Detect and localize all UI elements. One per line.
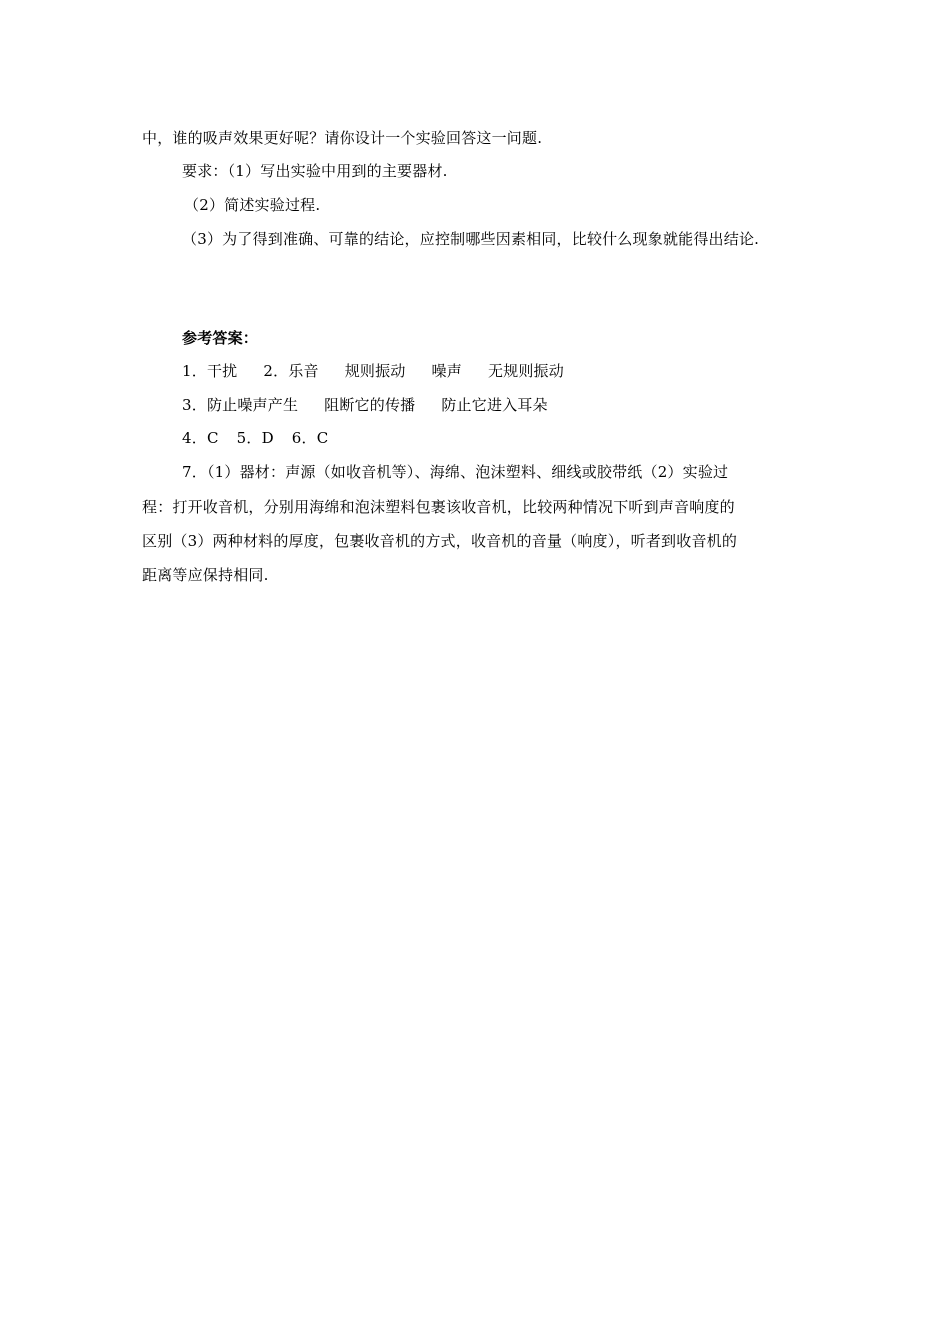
answer-7-line-1: 7．（1）器材：声源（如收音机等）、海绵、泡沫塑料、细线或胶带纸（2）实验过 [182,463,729,481]
answer-2-b: 规则振动 [344,362,406,380]
answer-3: 3．防止噪声产生 [182,396,299,414]
answer-7-line-3: 区别（3）两种材料的厚度，包裹收音机的方式，收音机的音量（响度），听者到收音机的 [142,532,738,550]
answer-3-c: 防止它进入耳朵 [441,396,548,414]
requirement-1: 要求：（1）写出实验中用到的主要器材. [182,162,448,180]
requirement-3: （3）为了得到准确、可靠的结论，应控制哪些因素相同，比较什么现象就能得出结论. [182,230,760,248]
answer-5: 5．D [236,429,274,447]
answer-1: 1．干扰 [182,362,238,380]
answer-3-b: 阻断它的传播 [324,396,416,414]
answer-row-2 [182,395,548,415]
answer-row-1 [182,361,564,381]
answer-2: 2．乐音 [263,362,319,380]
answer-7-line-4: 距离等应保持相同. [142,566,269,584]
answers-heading: 参考答案： [182,329,259,347]
answer-6: 6．C [291,429,329,447]
answer-7-line-2: 程：打开收音机，分别用海绵和泡沫塑料包裹该收音机，比较两种情况下听到声音响度的 [142,498,735,516]
answer-2-c: 噪声 [431,362,462,380]
requirement-2: （2）简述实验过程. [184,196,321,214]
answer-4: 4．C [182,429,219,447]
answer-2-d: 无规则振动 [487,362,564,380]
answer-row-3 [182,428,328,448]
question-continuation: 中，谁的吸声效果更好呢？请你设计一个实验回答这一问题. [142,129,543,147]
